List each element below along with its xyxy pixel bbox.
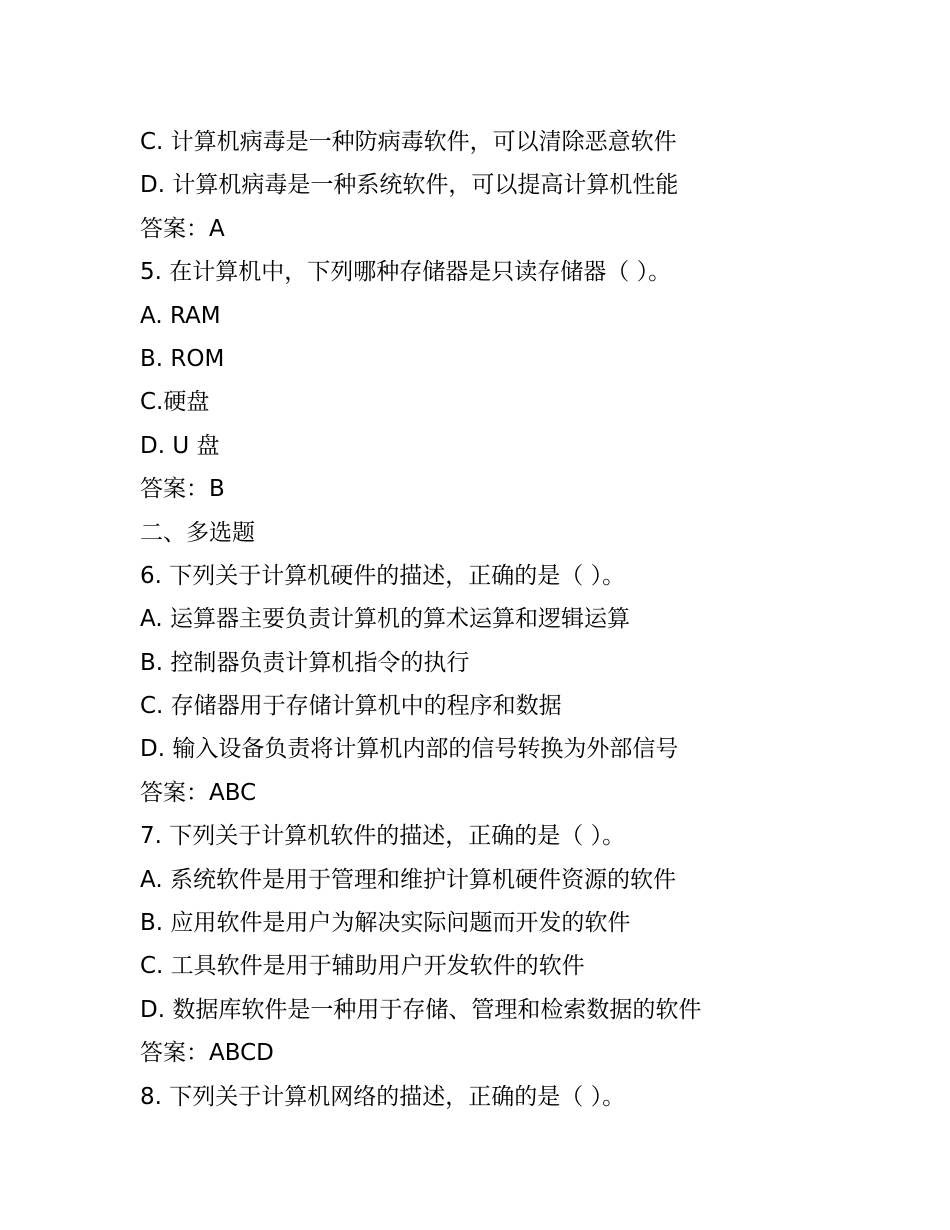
option-line: C. 工具软件是用于辅助用户开发软件的软件 bbox=[140, 953, 585, 980]
option-line: B. 应用软件是用户为解决实际问题而开发的软件 bbox=[140, 910, 631, 937]
option-line: A. 系统软件是用于管理和维护计算机硬件资源的软件 bbox=[140, 866, 676, 893]
answer-line: 答案：ABC bbox=[140, 779, 257, 806]
option-line: A. 运算器主要负责计算机的算术运算和逻辑运算 bbox=[140, 606, 630, 633]
question-line: 6. 下列关于计算机硬件的描述，正确的是（ ）。 bbox=[140, 562, 626, 589]
answer-line: 答案：ABCD bbox=[140, 1040, 274, 1067]
answer-line: 答案：B bbox=[140, 476, 225, 503]
question-line: 5. 在计算机中，下列哪种存储器是只读存储器（ ）。 bbox=[140, 259, 672, 286]
question-line: 7. 下列关于计算机软件的描述，正确的是（ ）。 bbox=[140, 823, 626, 850]
option-line: B. ROM bbox=[140, 345, 225, 372]
option-line: A. RAM bbox=[140, 302, 221, 329]
option-line: C.硬盘 bbox=[140, 389, 210, 416]
option-line: D. 数据库软件是一种用于存储、管理和检索数据的软件 bbox=[140, 996, 702, 1023]
option-line: D. 计算机病毒是一种系统软件，可以提高计算机性能 bbox=[140, 172, 679, 199]
option-line: B. 控制器负责计算机指令的执行 bbox=[140, 649, 470, 676]
section-heading: 二、多选题 bbox=[140, 519, 255, 546]
option-line: C. 存储器用于存储计算机中的程序和数据 bbox=[140, 693, 562, 720]
document-body bbox=[140, 121, 900, 1119]
option-line: C. 计算机病毒是一种防病毒软件，可以清除恶意软件 bbox=[140, 129, 677, 155]
answer-line: 答案：A bbox=[140, 215, 225, 242]
option-line: D. U 盘 bbox=[140, 432, 220, 459]
question-line: 8. 下列关于计算机网络的描述，正确的是（ ）。 bbox=[140, 1083, 626, 1110]
option-line: D. 输入设备负责将计算机内部的信号转换为外部信号 bbox=[140, 736, 679, 763]
